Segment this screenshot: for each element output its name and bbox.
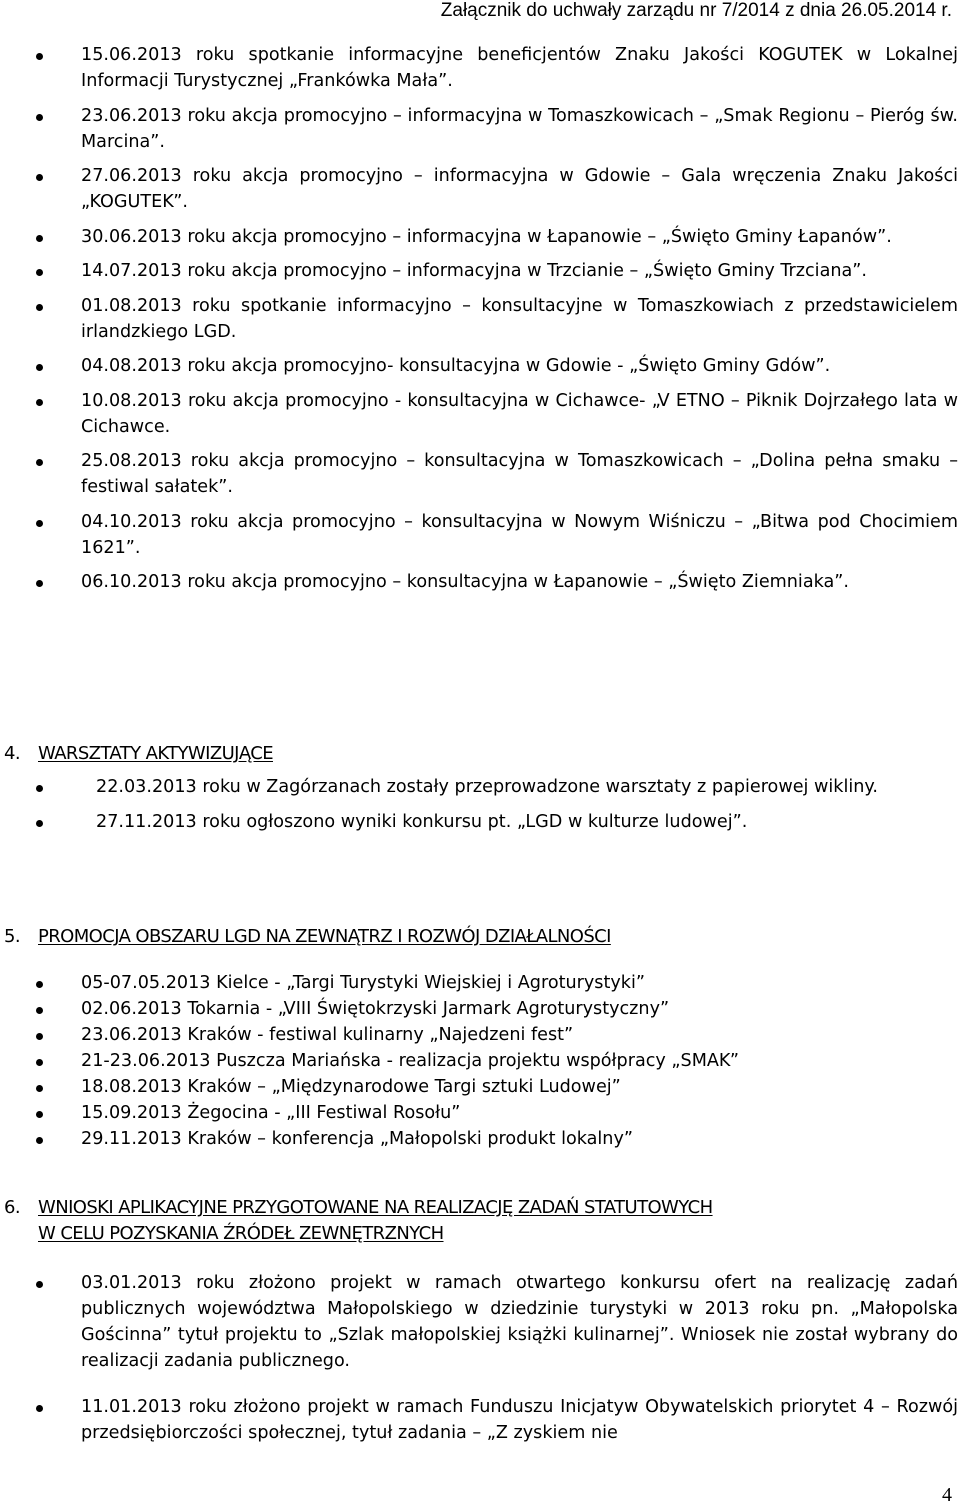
bullet-icon — [36, 1137, 43, 1144]
list-item: 05-07.05.2013 Kielce - „Targi Turystyki Wiejskiej i Agroturystyki” — [0, 970, 960, 996]
bullet-icon — [36, 114, 43, 121]
list-item: 30.06.2013 roku akcja promocyjno – informacyjna w Łapanowie – „Święto Gminy Łapanów”. — [0, 224, 960, 250]
list-item: 22.03.2013 roku w Zagórzanach zostały przeprowadzone warsztaty z papierowej wikliny. — [0, 774, 960, 800]
list-item: 14.07.2013 roku akcja promocyjno – informacyjna w Trzcianie – „Święto Gminy Trzciana”. — [0, 258, 960, 284]
list-item: 29.11.2013 Kraków – konferencja „Małopolski produkt lokalny” — [0, 1126, 960, 1152]
bullet-icon — [36, 1085, 43, 1092]
bullet-icon — [36, 1059, 43, 1066]
list-item: 02.06.2013 Tokarnia - „VIII Świętokrzyski Jarmark Agroturystyczny” — [0, 996, 960, 1022]
bullet-icon — [36, 399, 43, 406]
bullet-icon — [36, 820, 43, 827]
list-item: 27.06.2013 roku akcja promocyjno – informacyjna w Gdowie – Gala wręczenia Znaku Jakości „KOGUTEK”. — [0, 163, 960, 215]
list-item: 23.06.2013 Kraków - festiwal kulinarny „Najedzeni fest” — [0, 1022, 960, 1048]
events-list — [0, 42, 960, 604]
section-5-heading: 5. PROMOCJA OBSZARU LGD NA ZEWNĄTRZ I ROZWÓJ DZIAŁALNOŚCI — [4, 926, 611, 947]
list-item: 06.10.2013 roku akcja promocyjno – konsultacyjna w Łapanowie – „Święto Ziemniaka”. — [0, 569, 960, 595]
page-number: 4 — [942, 1484, 952, 1506]
bullet-icon — [36, 785, 43, 792]
bullet-icon — [36, 580, 43, 587]
bullet-icon — [36, 1111, 43, 1118]
bullet-icon — [36, 269, 43, 276]
list-item: 25.08.2013 roku akcja promocyjno – konsultacyjna w Tomaszkowicach – „Dolina pełna smaku – festiwal sałatek”. — [0, 448, 960, 500]
bullet-icon — [36, 235, 43, 242]
list-item: 01.08.2013 roku spotkanie informacyjno – konsultacyjne w Tomaszkowiach z przedstawicielem irlandzkiego LGD. — [0, 293, 960, 345]
list-item: 03.01.2013 roku złożono projekt w ramach otwartego konkursu ofert na realizację zadań publicznych województwa Małopolskiego w dziedzinie turystyki w 2013 roku pn. „Małopolska Gościnna” tytuł projektu to „Szlak małopolskiej książki kulinarnej”. Wniosek nie został wybrany do realizacji zadania publicznego. — [0, 1270, 960, 1374]
list-item: 04.10.2013 roku akcja promocyjno – konsultacyjna w Nowym Wiśniczu – „Bitwa pod Chocimiem 1621”. — [0, 509, 960, 561]
bullet-icon — [36, 981, 43, 988]
bullet-icon — [36, 53, 43, 60]
bullet-icon — [36, 1007, 43, 1014]
list-item: 11.01.2013 roku złożono projekt w ramach Funduszu Inicjatyw Obywatelskich priorytet 4 – Rozwój przedsiębiorczości społecznej, tytuł zadania – „Z zyskiem nie — [0, 1394, 960, 1446]
section-6-list — [0, 1270, 960, 1466]
bullet-icon — [36, 1033, 43, 1040]
section-4-list — [0, 774, 960, 844]
list-item: 04.08.2013 roku akcja promocyjno- konsultacyjna w Gdowie - „Święto Gminy Gdów”. — [0, 353, 960, 379]
bullet-icon — [36, 520, 43, 527]
list-item: 18.08.2013 Kraków – „Międzynarodowe Targi sztuki Ludowej” — [0, 1074, 960, 1100]
list-item: 15.06.2013 roku spotkanie informacyjne beneficjentów Znaku Jakości KOGUTEK w Lokalnej Informacji Turystycznej „Frankówka Mała”. — [0, 42, 960, 94]
bullet-icon — [36, 1281, 43, 1288]
list-item: 15.09.2013 Żegocina - „III Festiwal Rosołu” — [0, 1100, 960, 1126]
bullet-icon — [36, 1405, 43, 1412]
list-item: 23.06.2013 roku akcja promocyjno – informacyjna w Tomaszkowicach – „Smak Regionu – Pieróg św. Marcina”. — [0, 103, 960, 155]
page-header: Załącznik do uchwały zarządu nr 7/2014 z dnia 26.05.2014 r. — [440, 0, 952, 21]
bullet-icon — [36, 364, 43, 371]
list-item: 21-23.06.2013 Puszcza Mariańska - realizacja projektu współpracy „SMAK” — [0, 1048, 960, 1074]
bullet-icon — [36, 459, 43, 466]
section-5-list — [0, 970, 960, 1152]
bullet-icon — [36, 174, 43, 181]
list-item: 10.08.2013 roku akcja promocyjno - konsultacyjna w Cichawce- „V ETNO – Piknik Dojrzałego lata w Cichawce. — [0, 388, 960, 440]
list-item: 27.11.2013 roku ogłoszono wyniki konkursu pt. „LGD w kulturze ludowej”. — [0, 809, 960, 835]
section-4-heading: 4. WARSZTATY AKTYWIZUJĄCE — [4, 743, 273, 764]
section-6-heading: 6. WNIOSKI APLIKACYJNE PRZYGOTOWANE NA REALIZACJĘ ZADAŃ STATUTOWYCH W CELU POZYSKANIA ŹRÓDEŁ ZEWNĘTRZNYCH — [4, 1197, 713, 1244]
bullet-icon — [36, 304, 43, 311]
